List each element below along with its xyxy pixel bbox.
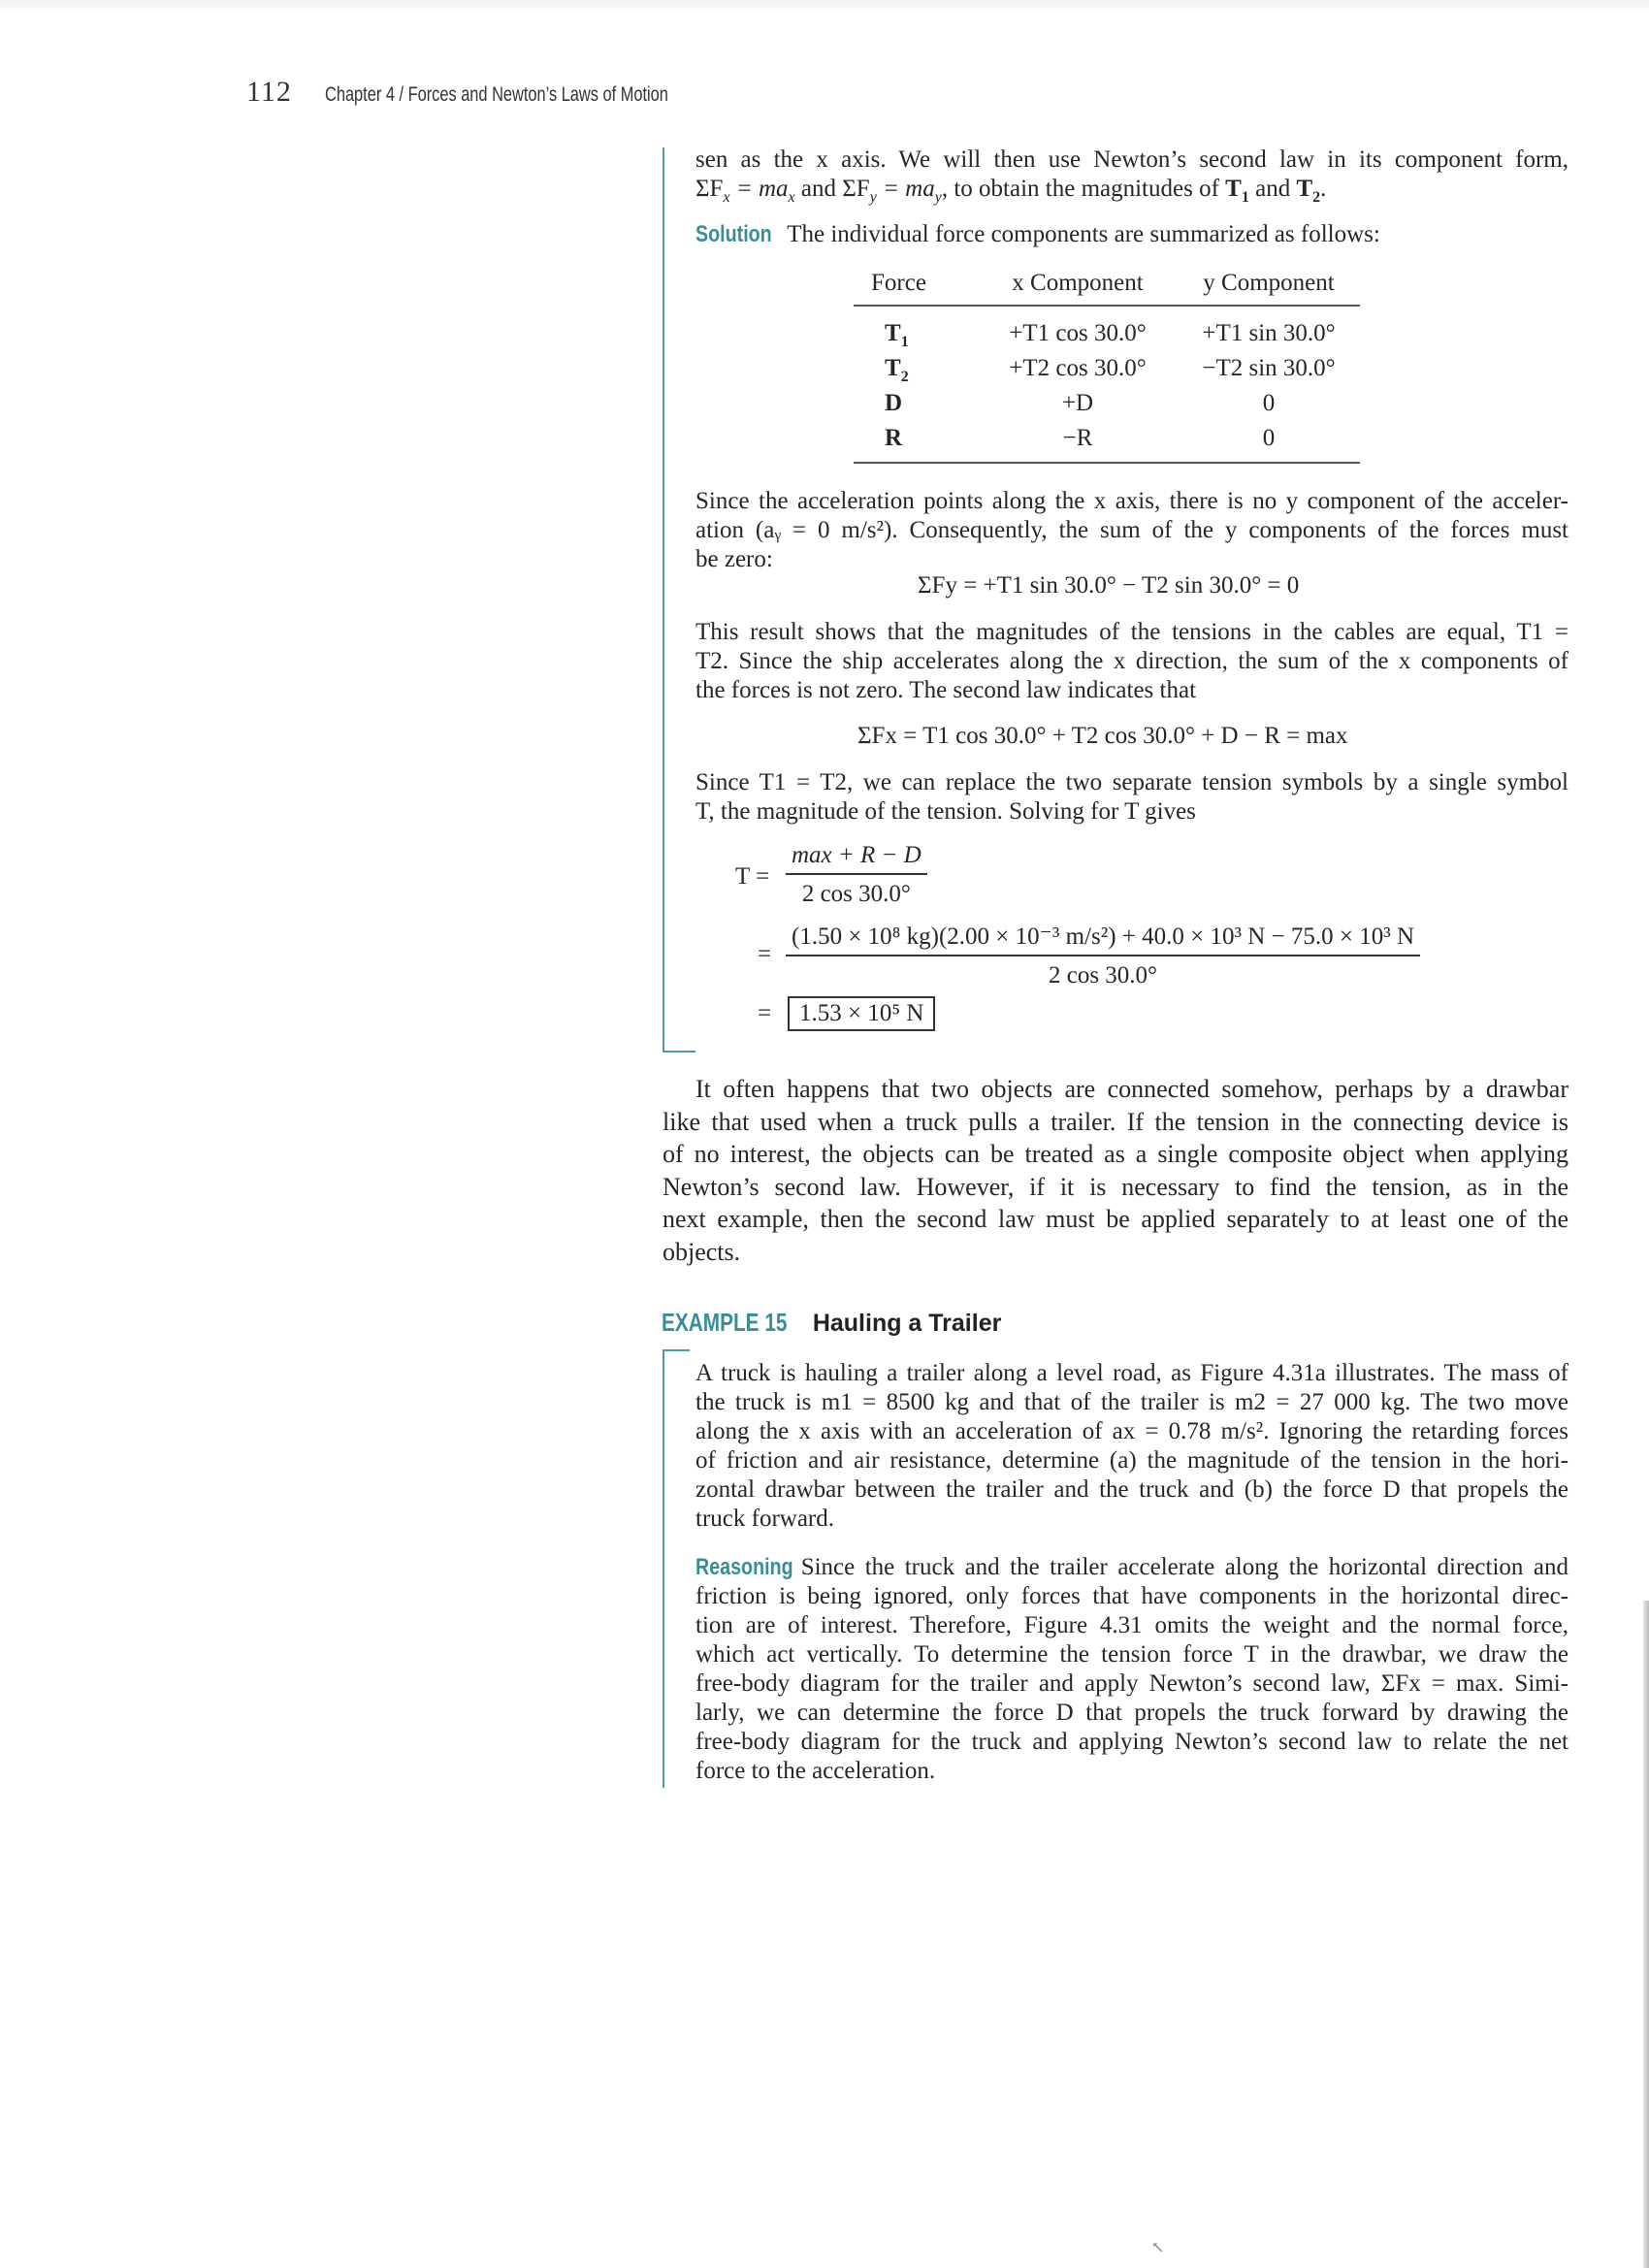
table-cell xyxy=(854,306,978,351)
solution-line xyxy=(695,220,1568,249)
intro-line-1: sen as the x axis. We will then use Newton’s second law in its component form, xyxy=(695,146,1568,173)
composite-paragraph xyxy=(663,1073,1568,1268)
text-line: like that used when a truck pulls a trailer. If the tension in the connecting device is xyxy=(663,1107,1568,1136)
intro-paragraph xyxy=(695,146,1568,204)
text-line: This result shows that the magnitudes of the tensions in the cables are equal, T1 = xyxy=(695,619,1568,645)
text-line: of friction and air resistance, determine (a) the magnitude of the tension in the hori- xyxy=(695,1447,1568,1474)
text-line: zontal drawbar between the trailer and the truck and (b) the force D that propels the xyxy=(695,1476,1568,1503)
text-run: y xyxy=(934,189,942,206)
text-line: A truck is hauling a trailer along a level road, as Figure 4.31a illustrates. The mass of xyxy=(695,1360,1568,1386)
fraction-numerator: max + R − D xyxy=(786,842,927,875)
fraction-denominator: 2 cos 30.0° xyxy=(801,881,911,907)
equals-sign: = xyxy=(758,1000,772,1026)
table-header-row xyxy=(854,266,1360,306)
example-problem xyxy=(695,1359,1568,1534)
force-symbol: T xyxy=(885,320,901,346)
table-header: y Component xyxy=(1178,266,1360,306)
answer-box: 1.53 × 10⁵ N xyxy=(788,996,935,1031)
force-subscript: 2 xyxy=(900,369,909,385)
text-line: friction is being ignored, only forces that have components in the horizontal direc- xyxy=(695,1583,1568,1609)
page-number: 112 xyxy=(246,76,292,108)
table-cell xyxy=(854,351,978,386)
table-cell xyxy=(854,386,978,421)
text-line: It often happens that two objects are connected somehow, perhaps by a drawbar xyxy=(695,1075,1568,1103)
equation-sum-fx: ΣFx = T1 cos 30.0° + T2 cos 30.0° + D − R = max xyxy=(857,723,1348,749)
text-run: T xyxy=(1296,176,1313,202)
text-line: free-body diagram for the truck and applying Newton’s second law to relate the net xyxy=(695,1729,1568,1755)
force-symbol: T xyxy=(885,355,901,381)
text-line: truck forward. xyxy=(695,1506,834,1532)
text-run: , to obtain the magnitudes of xyxy=(941,176,1226,202)
force-symbol: R xyxy=(885,425,903,451)
intro-line-2 xyxy=(695,175,1568,204)
example-sidebar-rule xyxy=(663,1349,664,1788)
chapter-title: Chapter 4 / Forces and Newton’s Laws of Motion xyxy=(324,83,668,106)
text-run: and xyxy=(1248,176,1297,202)
example-sidebar-rule-foot xyxy=(663,1051,695,1053)
tension-lhs: T = xyxy=(735,863,770,890)
solution-text: The individual force components are summarized as follows: xyxy=(787,221,1380,247)
acceleration-paragraph xyxy=(695,487,1568,574)
text-line: T2. Since the ship accelerates along the x direction, the sum of the x components of xyxy=(695,648,1568,674)
tension-paragraph xyxy=(695,618,1568,705)
text-line: objects. xyxy=(663,1237,741,1266)
equation-sum-fy: ΣFy = +T1 sin 30.0° − T2 sin 30.0° = 0 xyxy=(918,572,1300,599)
text-line: free-body diagram for the trailer and apply Newton’s second law, ΣFx = max. Simi- xyxy=(695,1670,1568,1697)
example-sidebar-rule-top xyxy=(663,1349,690,1351)
table-cell: +T1 cos 30.0° xyxy=(1009,320,1147,346)
table-row xyxy=(854,386,1360,421)
solving-paragraph xyxy=(695,768,1568,826)
page-edge-shade xyxy=(1643,1601,1649,2268)
running-head xyxy=(246,76,765,118)
reasoning-first-line xyxy=(695,1553,1568,1582)
equals-sign: = xyxy=(758,941,772,967)
table-cell: −T2 sin 30.0° xyxy=(1202,355,1336,381)
force-subscript: 1 xyxy=(900,334,909,350)
fraction-1 xyxy=(786,842,927,908)
example-label: EXAMPLE 15 xyxy=(662,1308,788,1337)
force-components-table xyxy=(854,266,1360,464)
table-row xyxy=(854,306,1360,351)
text-run: ΣF xyxy=(695,176,724,202)
text-run: Since the truck and the trailer accelerate along the horizontal direction and xyxy=(800,1554,1568,1580)
text-run: and ΣF xyxy=(794,176,870,202)
force-symbol: D xyxy=(885,390,903,416)
text-line: which act vertically. To determine the tension force T in the drawbar, we draw the xyxy=(695,1641,1568,1668)
example-heading xyxy=(662,1308,1001,1338)
table-header: Force xyxy=(854,266,978,306)
table-header: x Component xyxy=(978,266,1178,306)
text-line: Since T1 = T2, we can replace the two separate tension symbols by a single symbol xyxy=(695,769,1568,795)
table-cell: 0 xyxy=(1178,421,1360,463)
reasoning-label: Reasoning xyxy=(695,1554,793,1580)
cursor-icon: ↖ xyxy=(1151,2240,1165,2256)
text-line: tion are of interest. Therefore, Figure 4.31 omits the weight and the normal force, xyxy=(695,1612,1568,1638)
text-line: T, the magnitude of the tension. Solving for T gives xyxy=(695,798,1196,825)
text-run: 1 xyxy=(1241,189,1249,206)
text-line: of no interest, the objects can be treated as a single composite object when applying xyxy=(663,1140,1568,1168)
table-cell: −R xyxy=(978,421,1178,463)
text-line: Since the acceleration points along the x axis, there is no y component of the acceler- xyxy=(695,488,1568,514)
text-line: larly, we can determine the force D that propels the truck forward by drawing the xyxy=(695,1700,1568,1726)
text-run: = ma xyxy=(729,176,789,202)
example-reasoning xyxy=(695,1553,1568,1786)
table-cell: +T1 sin 30.0° xyxy=(1202,320,1336,346)
text-line: next example, then the second law must be applied separately to at least one of the xyxy=(663,1205,1568,1233)
fraction-denominator: 2 cos 30.0° xyxy=(1048,962,1158,988)
text-run: . xyxy=(1320,176,1327,202)
table-cell: 0 xyxy=(1262,390,1276,416)
text-line: ation (aᵧ = 0 m/s²). Consequently, the sum of the y components of the forces must xyxy=(695,517,1568,543)
fraction-2 xyxy=(786,922,1420,989)
table-cell: +T2 cos 30.0° xyxy=(1009,355,1147,381)
text-run: x xyxy=(723,189,730,206)
table-row xyxy=(854,421,1360,463)
text-line: the forces is not zero. The second law indicates that xyxy=(695,677,1197,703)
text-line: the truck is m1 = 8500 kg and that of the trailer is m2 = 27 000 kg. The two move xyxy=(695,1389,1568,1415)
text-run: = ma xyxy=(876,176,935,202)
fraction-numerator: (1.50 × 10⁸ kg)(2.00 × 10⁻³ m/s²) + 40.0 × 10³ N − 75.0 × 10³ N xyxy=(786,922,1420,956)
solution-label: Solution xyxy=(695,221,772,247)
example-sidebar-rule xyxy=(663,147,664,1053)
table-cell: +D xyxy=(1061,390,1094,416)
text-run: x xyxy=(788,189,795,206)
text-line: be zero: xyxy=(695,546,773,572)
text-run: T xyxy=(1225,176,1242,202)
table-cell xyxy=(854,421,978,463)
text-line: force to the acceleration. xyxy=(695,1758,936,1784)
text-line: Newton’s second law. However, if it is necessary to find the tension, as in the xyxy=(663,1172,1568,1201)
text-run: 2 xyxy=(1312,189,1321,206)
text-line: along the x axis with an acceleration of ax = 0.78 m/s². Ignoring the retarding forces xyxy=(695,1418,1568,1444)
table-row xyxy=(854,351,1360,386)
example-title: Hauling a Trailer xyxy=(812,1310,1002,1337)
page-top-shade xyxy=(0,0,1649,14)
text-run: y xyxy=(869,189,877,206)
